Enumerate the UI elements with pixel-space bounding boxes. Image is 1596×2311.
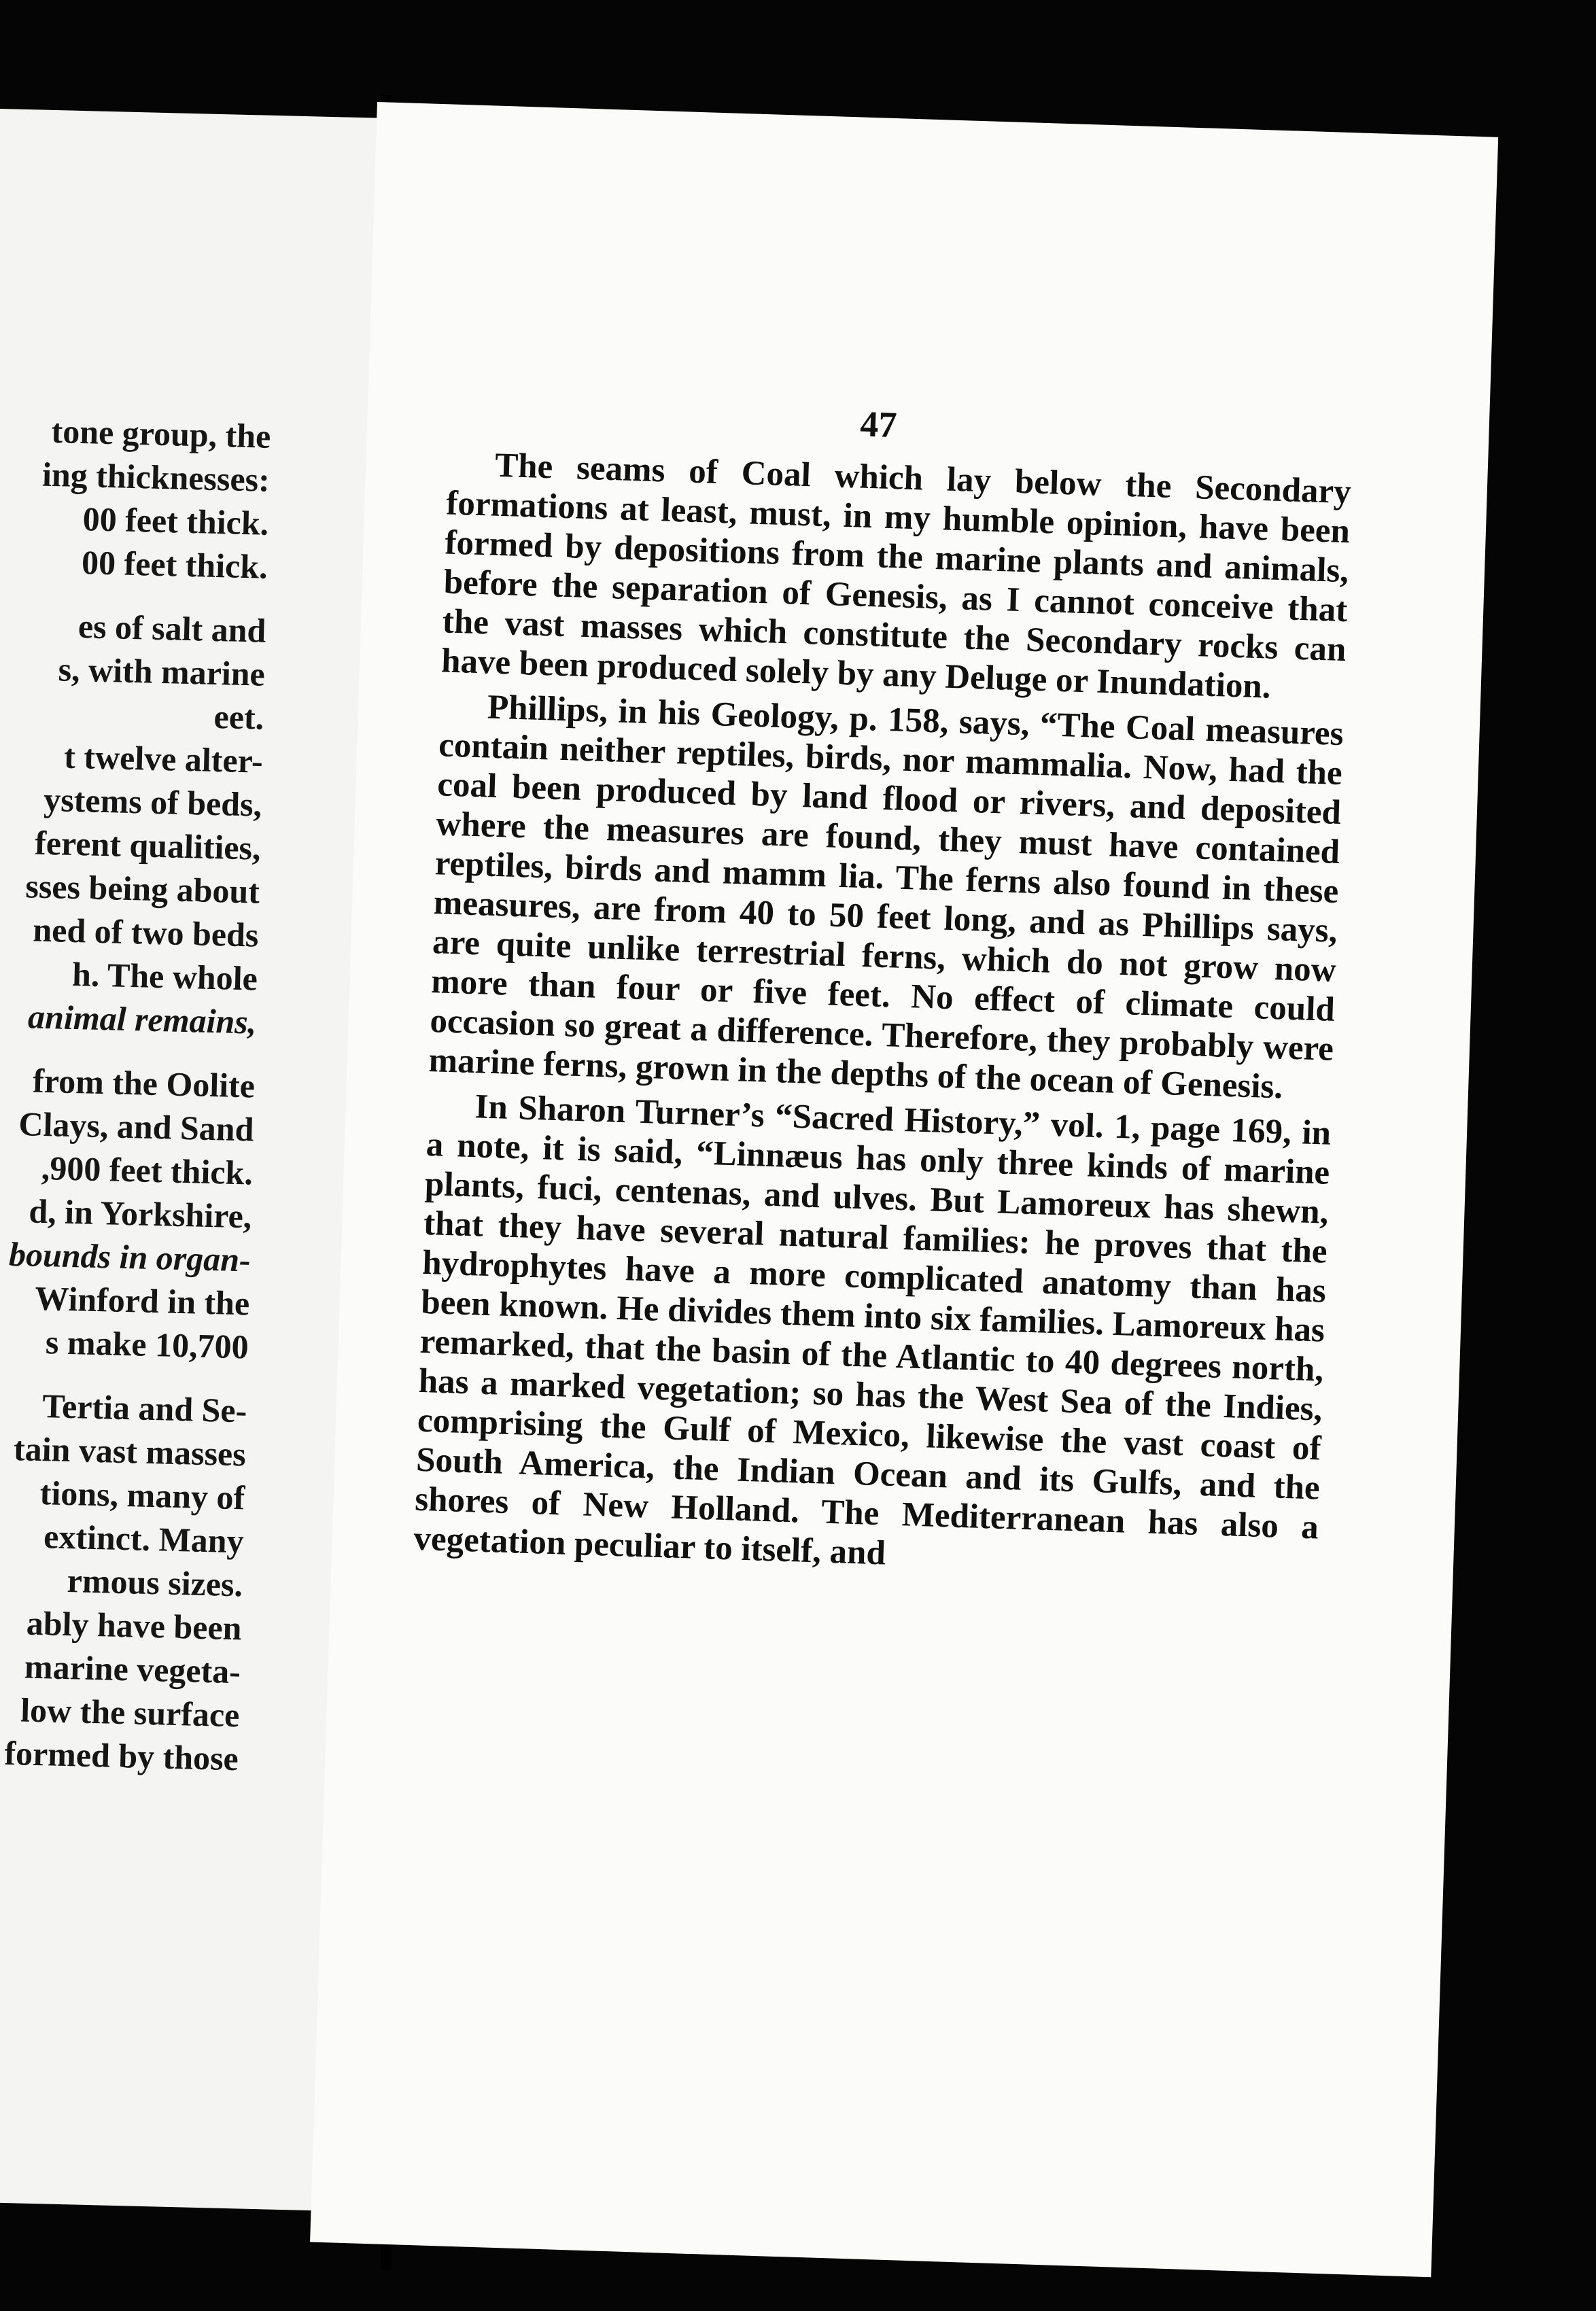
left-line: ned of two beds [32,910,260,954]
page-number: 47 [859,403,898,446]
left-line: d, in Yorkshire, [28,1192,252,1236]
left-line: s make 10,700 [45,1323,249,1366]
left-line: animal remains, [27,997,257,1041]
left-line: Winford in the [34,1279,250,1323]
left-line: ing thicknesses: [41,455,271,499]
left-line: tions, many of [39,1474,245,1517]
left-line: s, with marine [58,650,266,693]
paragraph: In Sharon Turner’s “Sacred History,” vol. 1, page 169, in a note, it is said, “Linnæus has only three kinds of marine plants, fuci, centenas, and ulves. But Lamoreux has shewn, that they have several natural families: he proves that the hydrophytes have a more complicated anatomy than has been known. He divides them into six families. Lamoreux has remarked, that the basin of the Atlantic to 40 degrees north, has a marked vegetation; so has the West Sea of the Indies, comprising the Gulf of Mexico, likewise the vast coast of South America, the Indian Ocean and its Gulfs, and the shores of New Holland. The Mediterranean has also a vegetation peculiar to itself, and [413,1088,1332,1573]
left-line: Tertia and Se- [41,1387,247,1430]
left-line: from the Oolite [32,1061,256,1105]
left-line: bounds in organ- [8,1234,251,1279]
left-line: eet. [213,697,264,737]
paragraph: The seams of Coal which lay below the Secondary formations at least, must, in my humble opinion, have been formed by depositions from the marine plants and animals, before the separation of Genesis, as I cannot conceive that the vast masses which constitute the Secondary rocks can have been produced solely by any Deluge or Inundation. [440,446,1352,706]
left-line: h. The whole [71,954,258,998]
left-line: ably have been [26,1603,243,1648]
left-line: marine vegeta- [24,1647,241,1691]
left-line: extinct. Many [43,1517,245,1561]
paragraph: Phillips, in his Geology, p. 158, says, “The Coal measures contain neither reptiles, birds, nor mammalia. Now, had the coal been produced by land flood or rivers, and deposited where the measures are found, they must have contained reptiles, birds and mamm lia. The ferns also found in these measures, are from 40 to 50 feet long, and as Phillips says, are quite unlike terrestrial ferns, which do not grow now more than four or five feet. No effect of climate could occasion so great a difference. Therefore, they probably were marine ferns, grown in the depths of the ocean of Genesis. [428,688,1345,1107]
left-line: ystems of beds, [43,780,262,824]
left-page-text [0,404,271,1780]
left-line: low the surface [20,1690,241,1735]
left-line: formed by those [3,1733,239,1778]
right-page [310,102,1498,2277]
left-line: t twelve alter- [63,737,264,780]
left-line: sses being about [24,867,260,911]
left-line: tone group, the [51,411,272,455]
left-line: tain vast masses [13,1429,247,1474]
left-line: rmous sizes. [67,1561,243,1604]
page-body [413,445,1352,1587]
left-line: es of salt and [77,607,267,650]
left-line: ferent qualities, [34,823,262,867]
left-line: 00 feet thick. [82,500,269,542]
left-line: 00 feet thick. [81,543,268,586]
left-line: Clays, and Sand [18,1105,255,1149]
left-line: ,900 feet thick. [41,1148,254,1192]
